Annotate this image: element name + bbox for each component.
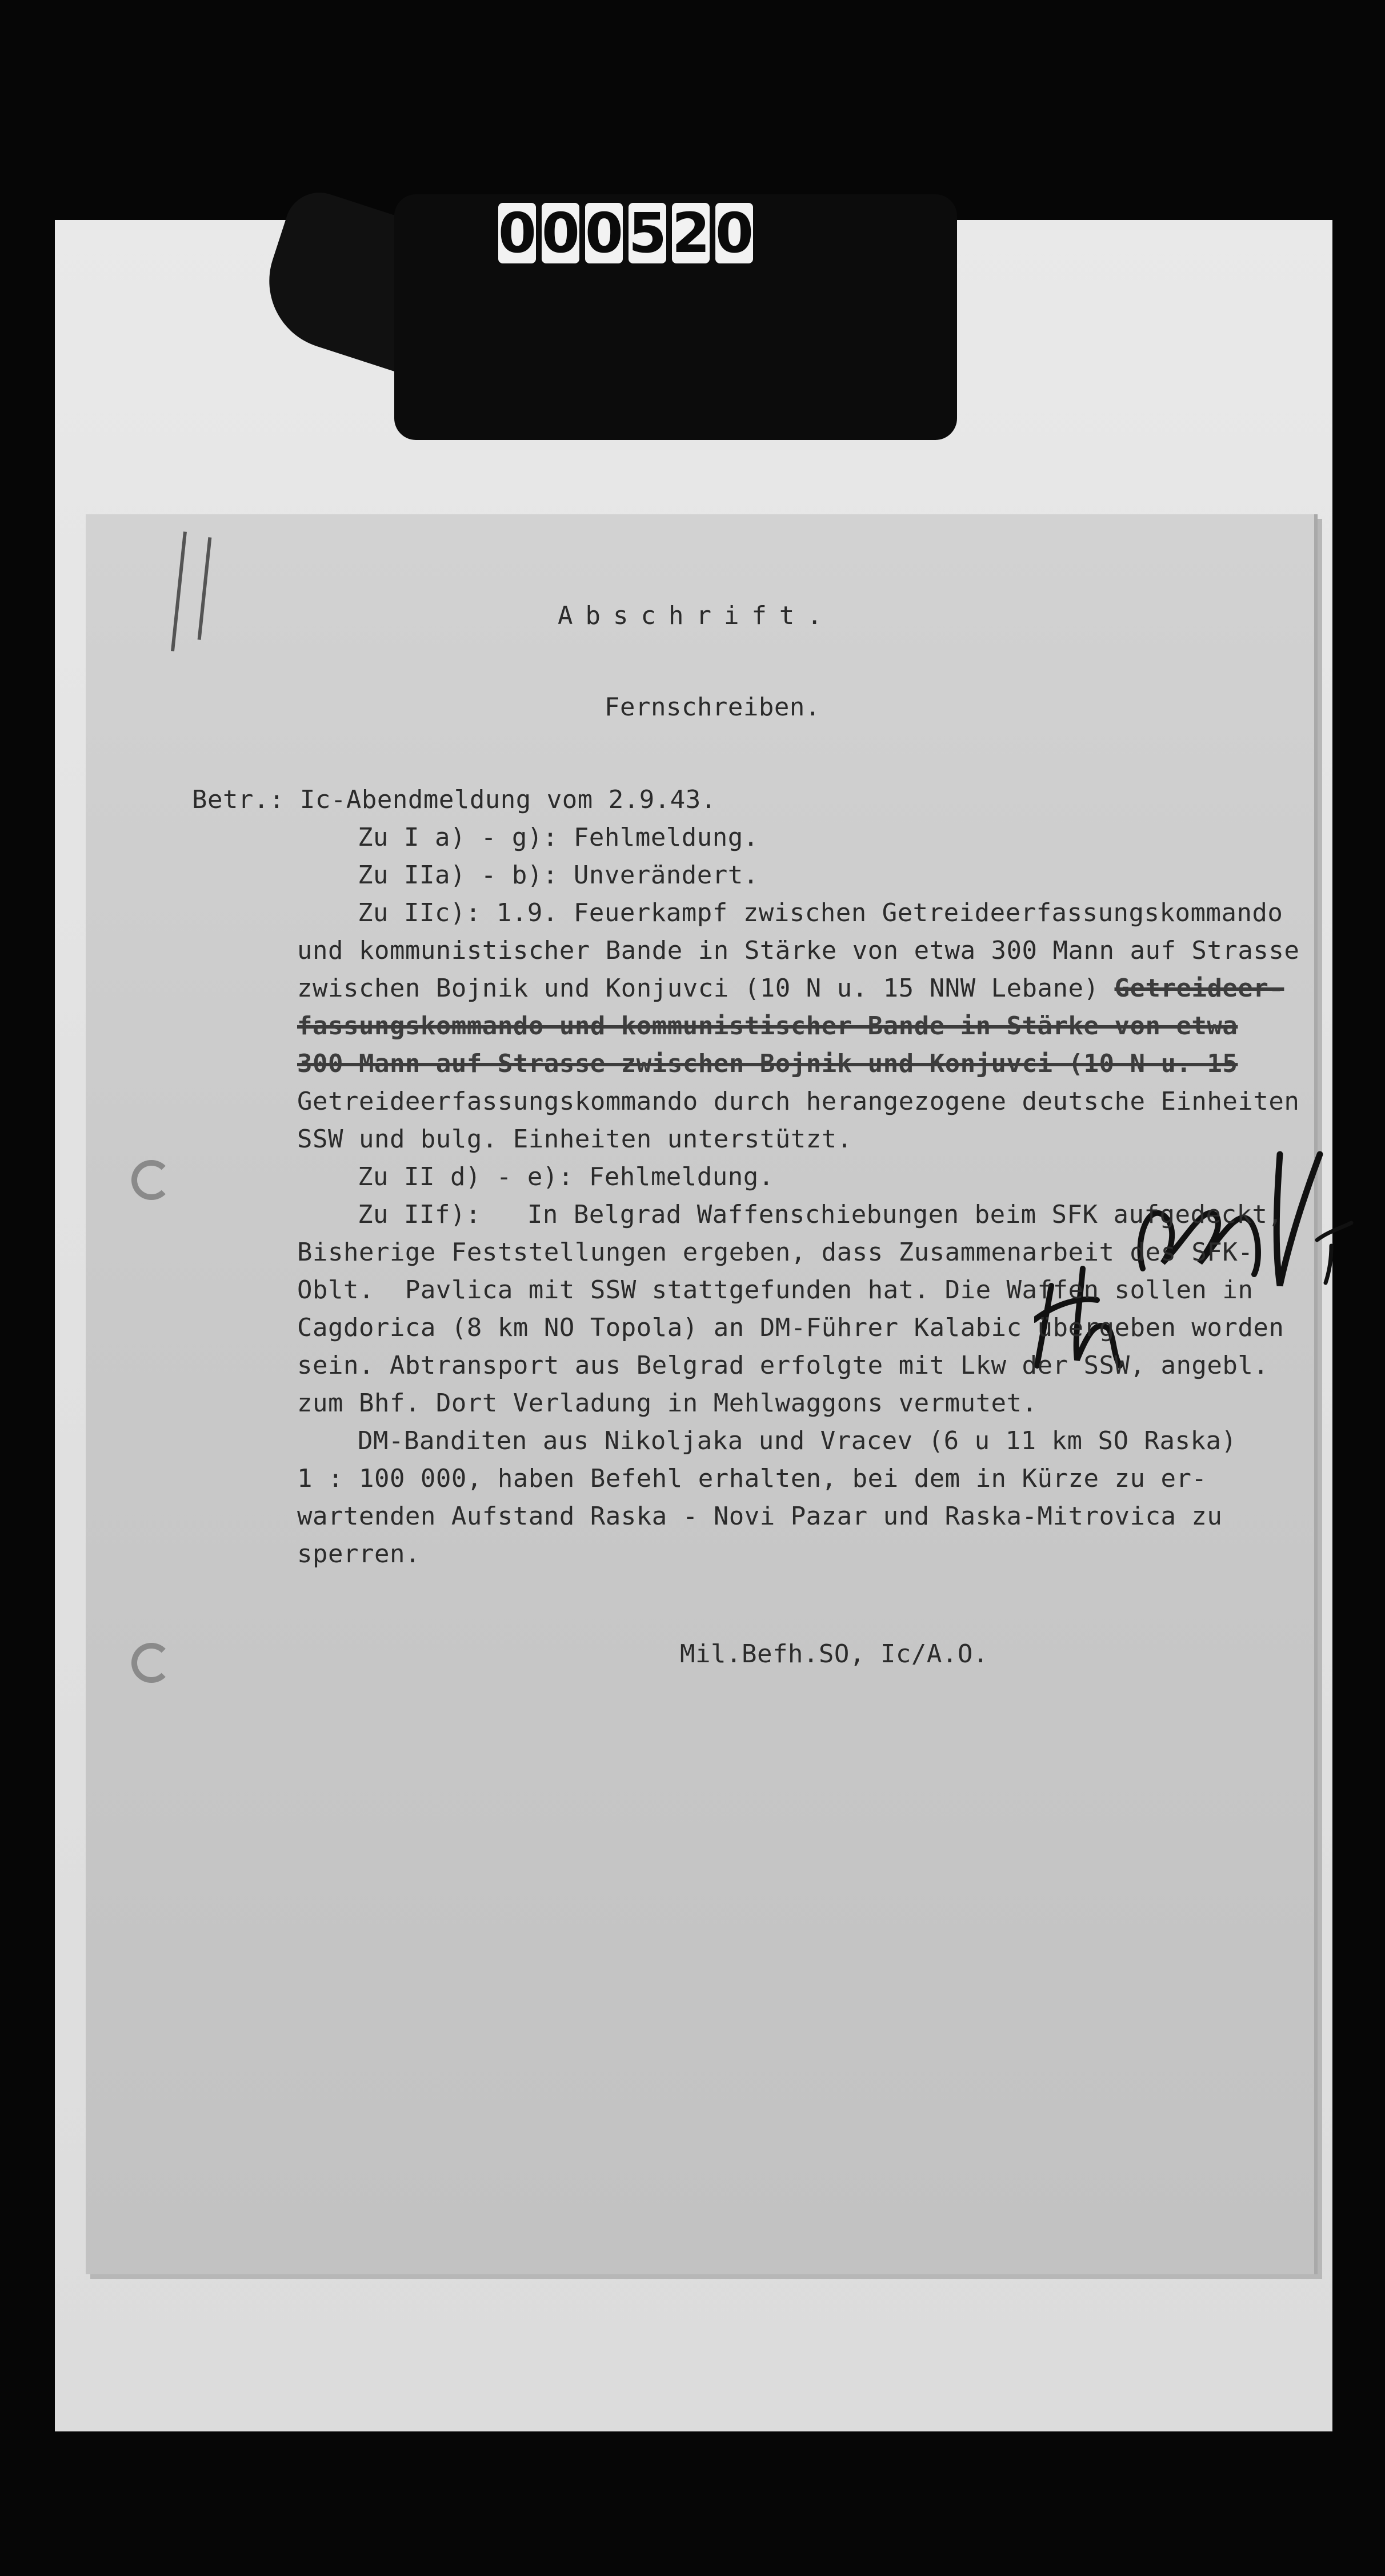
frame-counter-digit: 2 xyxy=(672,201,710,265)
body-line: Zu IIf): In Belgrad Waffenschiebungen beim SFK aufgedeckt, xyxy=(358,1200,1283,1229)
frame-counter-digit: 0 xyxy=(542,201,580,265)
body-line: DM-Banditen aus Nikoljaka und Vracev (6 u 11 km SO Raska) xyxy=(358,1426,1237,1455)
signature-block: Mil.Befh.SO, Ic/A.O. xyxy=(680,1639,988,1669)
struck-through-text: Getreideer- xyxy=(1114,974,1284,1003)
document-subtitle: Fernschreiben. xyxy=(605,693,820,722)
document-page xyxy=(86,514,1318,2274)
body-line: Getreideerfassungskommando durch herangezogene deutsche Einheiten xyxy=(297,1087,1300,1116)
body-line: SSW und bulg. Einheiten unterstützt. xyxy=(297,1125,852,1154)
body-line: und kommunistischer Bande in Stärke von etwa 300 Mann auf Strasse xyxy=(297,936,1300,965)
body-line: sein. Abtransport aus Belgrad erfolgte mit Lkw der SSW, angebl. xyxy=(297,1351,1269,1380)
body-line: Zu IIc): 1.9. Feuerkampf zwischen Getreideerfassungskommando xyxy=(358,898,1283,927)
frame-counter-digit: 5 xyxy=(629,201,667,265)
body-line: 1 : 100 000, haben Befehl erhalten, bei dem in Kürze zu er- xyxy=(297,1464,1207,1493)
struck-through-line: fassungskommando und kommunistischer Bande in Stärke von etwa xyxy=(297,1011,1238,1041)
subject-line: Betr.: Ic-Abendmeldung vom 2.9.43. xyxy=(192,785,716,814)
body-line: Cagdorica (8 km NO Topola) an DM-Führer Kalabic übergeben worden xyxy=(297,1313,1284,1342)
body-line: Zu II d) - e): Fehlmeldung. xyxy=(358,1162,774,1191)
body-line xyxy=(297,970,1284,1007)
body-line: Oblt. Pavlica mit SSW stattgefunden hat. Die Waffen sollen in xyxy=(297,1275,1254,1305)
frame-counter-digit: 0 xyxy=(585,201,623,265)
body-line: sperren. xyxy=(297,1539,421,1569)
punch-hole xyxy=(131,1643,171,1683)
pencil-mark xyxy=(171,531,187,651)
body-line: Zu I a) - g): Fehlmeldung. xyxy=(358,823,759,852)
body-line: zum Bhf. Dort Verladung in Mehlwaggons vermutet. xyxy=(297,1389,1038,1418)
body-line: Bisherige Feststellungen ergeben, dass Zusammenarbeit des SFK- xyxy=(297,1238,1254,1267)
frame-counter-digit: 0 xyxy=(498,201,537,265)
body-line: wartenden Aufstand Raska - Novi Pazar und Raska-Mitrovica zu xyxy=(297,1502,1223,1531)
punch-hole xyxy=(131,1160,171,1200)
frame-counter-digit: 0 xyxy=(715,201,754,265)
document-title: Abschrift. xyxy=(558,601,835,630)
pencil-mark xyxy=(198,537,212,640)
body-line: Zu IIa) - b): Unverändert. xyxy=(358,861,759,890)
frame-counter xyxy=(498,203,753,269)
body-line-text: zwischen Bojnik und Konjuvci (10 N u. 15 NNW Lebane) xyxy=(297,974,1099,1003)
struck-through-line: 300 Mann auf Strasse zwischen Bojnik und Konjuvci (10 N u. 15 xyxy=(297,1049,1238,1078)
